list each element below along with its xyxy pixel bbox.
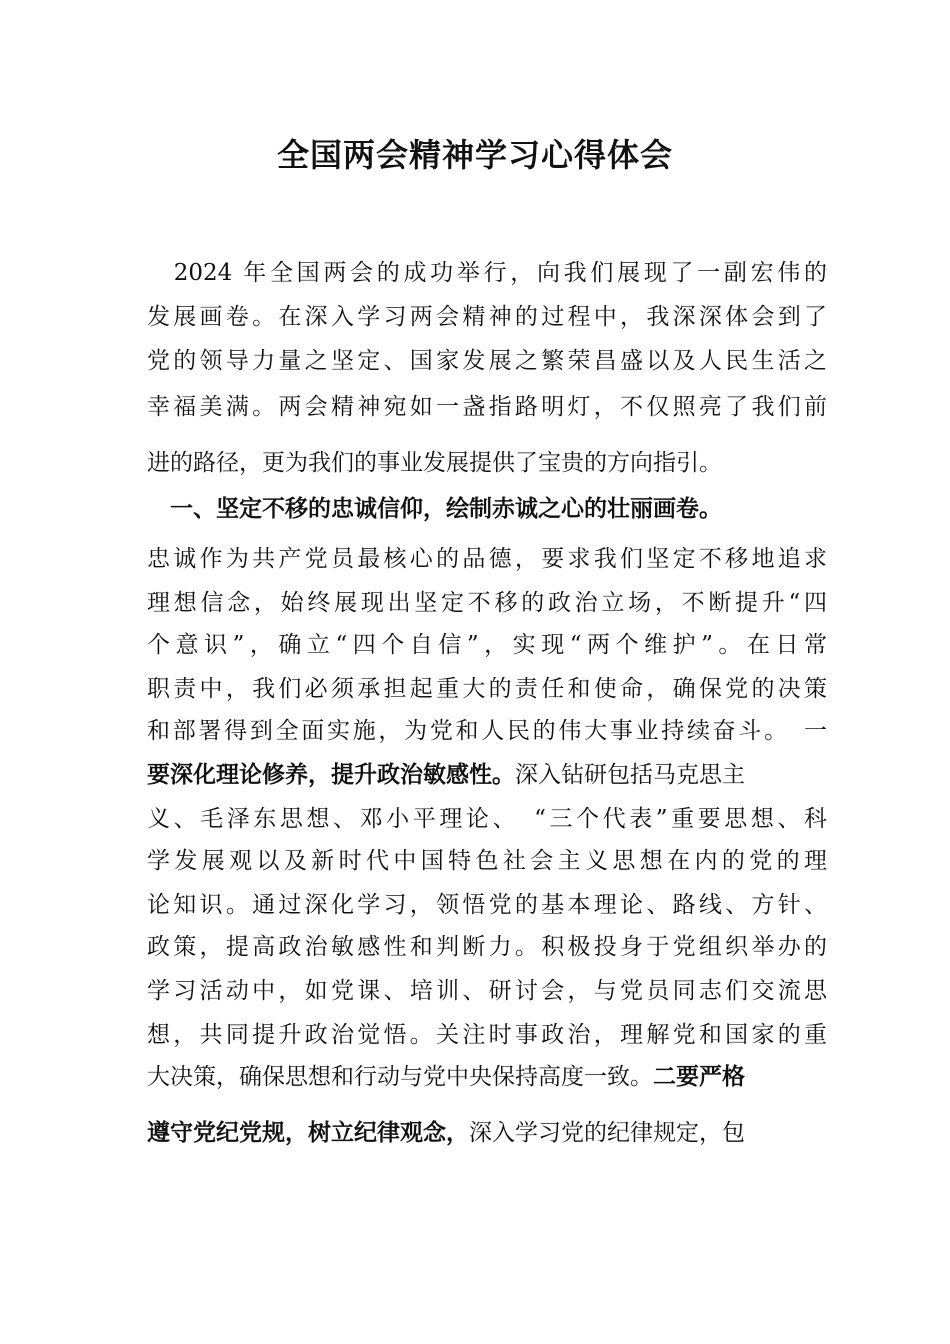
document-title: 全国两会精神学习心得体会: [276, 136, 673, 174]
paragraph-line: [147, 760, 827, 790]
inline-text: 深入学习党的纪律规定，包: [469, 1120, 745, 1146]
inline-text: 深入钻研包括马克思主: [515, 762, 745, 788]
paragraph-line: 和部署得到全面实施，为党和人民的伟大事业持续奋斗。 一: [147, 718, 827, 744]
paragraph-line: 职责中，我们必须承担起重大的责任和使命，确保党的决策: [147, 676, 827, 702]
paragraph-line: 个意识”，确立“四个自信”，实现“两个维护”。在日常: [147, 632, 827, 658]
paragraph-line: 学发展观以及新时代中国特色社会主义思想在内的党的理: [147, 848, 827, 874]
paragraph-line: 义、毛泽东思想、邓小平理论、 “三个代表”重要思想、科: [147, 806, 827, 832]
paragraph-line: [147, 1118, 827, 1148]
paragraph-line: 学习活动中，如党课、培训、研讨会，与党员同志们交流思: [147, 978, 827, 1004]
paragraph-line: 理想信念，始终展现出坚定不移的政治立场，不断提升“四: [147, 590, 827, 616]
paragraph-line: 论知识。通过深化学习，领悟党的基本理论、路线、方针、: [147, 892, 827, 918]
paragraph-line: 进的路径，更为我们的事业发展提供了宝贵的方向指引。: [147, 450, 722, 476]
bold-lead: 遵守党纪党规，树立纪律观念，: [147, 1119, 469, 1146]
bold-lead: 要深化理论修养，提升政治敏感性。: [147, 761, 515, 788]
bold-lead: 二要严格: [653, 1063, 745, 1090]
paragraph-line: 发展画卷。在深入学习两会精神的过程中，我深深体会到了: [147, 304, 827, 330]
paragraph-line: 想，共同提升政治觉悟。关注时事政治，理解党和国家的重: [147, 1022, 827, 1048]
paragraph-line: 幸福美满。两会精神宛如一盏指路明灯，不仅照亮了我们前: [147, 394, 827, 420]
paragraph-line: 2024 年全国两会的成功举行，向我们展现了一副宏伟的: [147, 260, 827, 286]
paragraph-line: 党的领导力量之坚定、国家发展之繁荣昌盛以及人民生活之: [147, 348, 827, 374]
section-heading: 一、坚定不移的忠诚信仰，绘制赤诚之心的壮丽画卷。: [147, 495, 722, 522]
inline-text: 大决策，确保思想和行动与党中央保持高度一致。: [147, 1064, 653, 1090]
paragraph-line: [147, 1062, 827, 1092]
paragraph-line: 政策，提高政治敏感性和判断力。积极投身于党组织举办的: [147, 934, 827, 960]
paragraph-line: 忠诚作为共产党员最核心的品德，要求我们坚定不移地追求: [147, 546, 827, 572]
